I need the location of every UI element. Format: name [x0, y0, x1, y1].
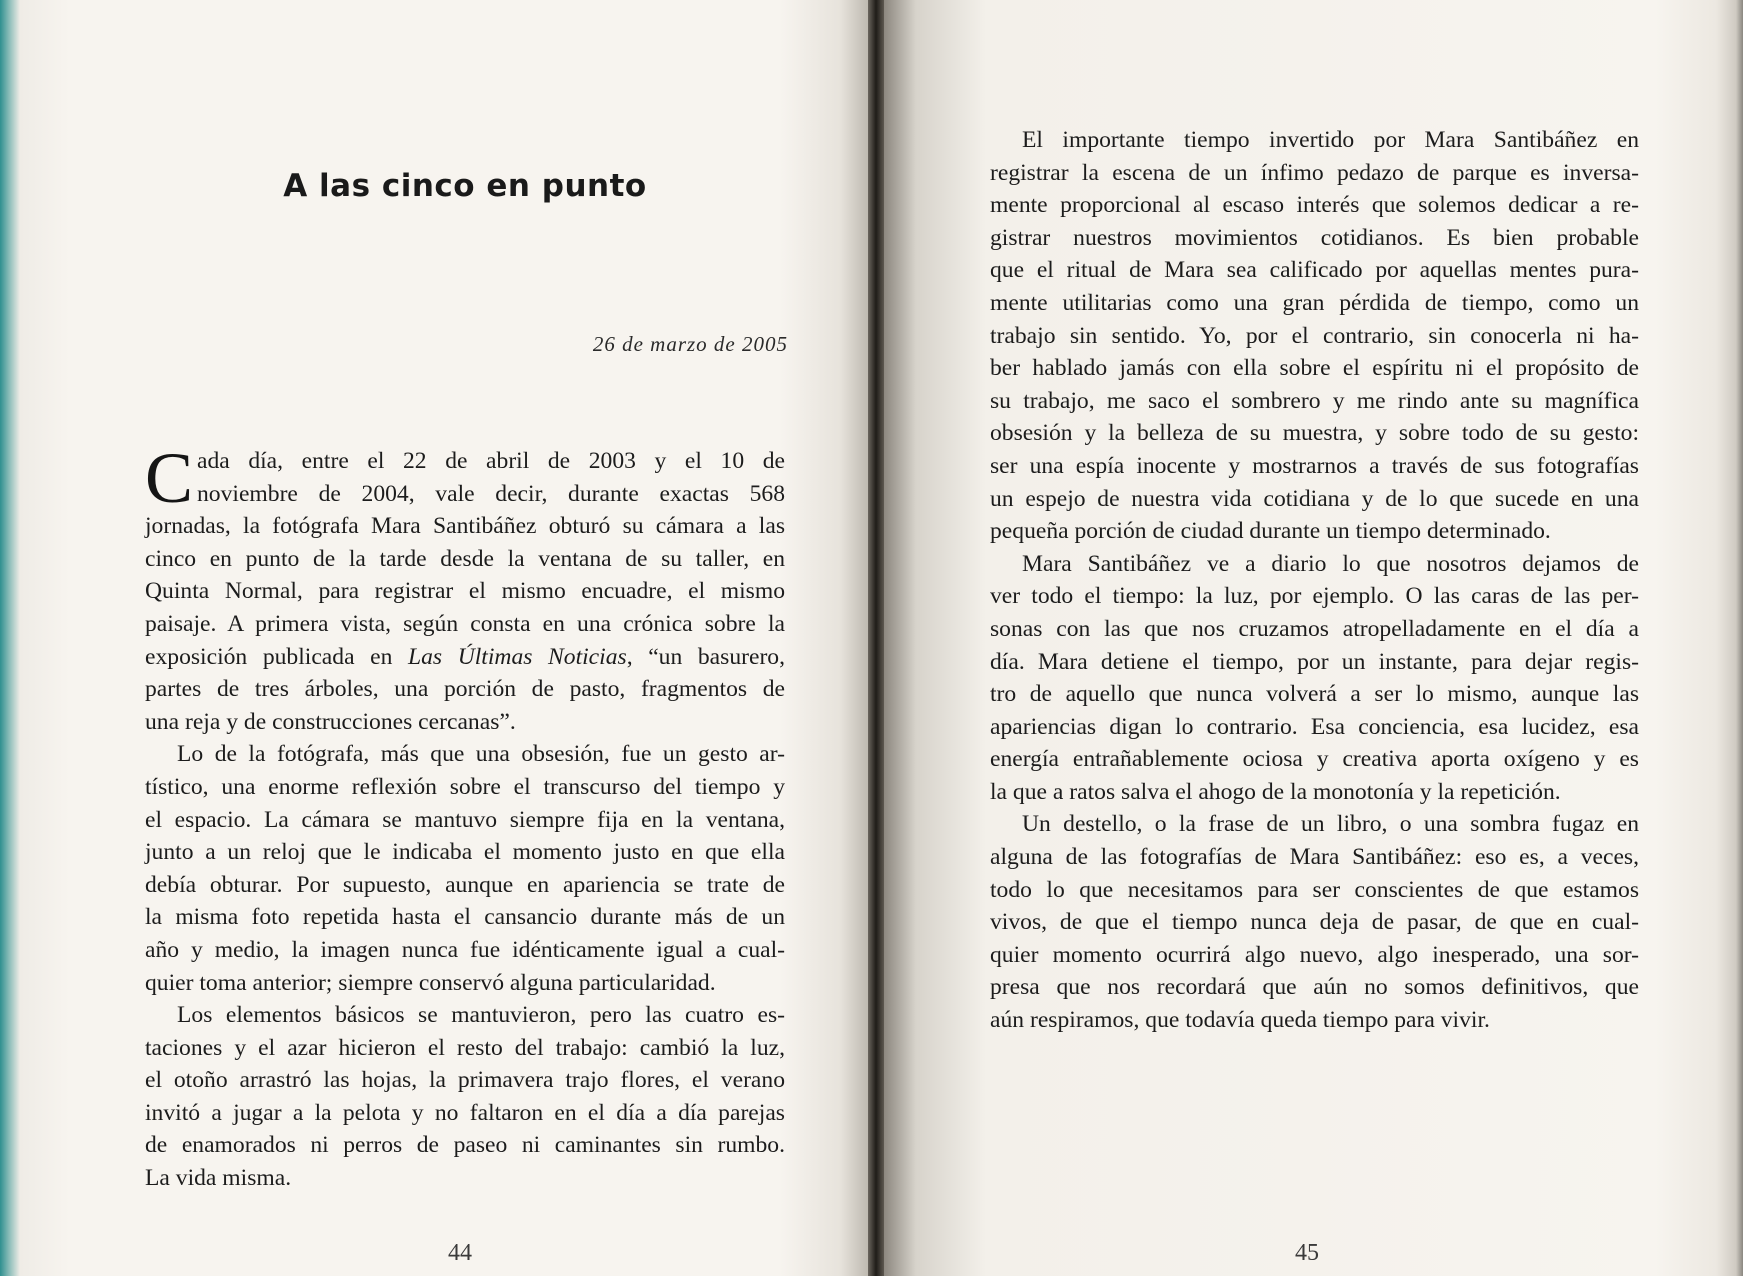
newspaper-title: Las Últimas Noticias: [408, 643, 627, 670]
text-line: todo lo que necesitamos para ser conscientes de que estamos: [990, 876, 1639, 903]
text-line: partes de tres árboles, una porción de pasto, fragmentos de: [145, 676, 785, 703]
text-line: gistrar nuestros movimientos cotidianos. Es bien probable: [990, 224, 1639, 251]
text-line: ver todo el tiempo: la luz, por ejemplo. O las caras de las per-: [990, 583, 1639, 610]
text-line: la misma foto repetida hasta el cansancio durante más de un: [145, 904, 785, 931]
text-line: Mara Santibáñez ve a diario lo que nosotros dejamos de: [1022, 550, 1639, 577]
text-line: un espejo de nuestra vida cotidiana y de lo que sucede en una: [990, 485, 1639, 512]
text-line: vivos, de que el tiempo nunca deja de pasar, de que en cual-: [990, 909, 1639, 936]
chapter-date: 26 de marzo de 2005: [592, 332, 788, 356]
text-line: el otoño arrastró las hojas, la primavera trajo flores, el verano: [145, 1067, 785, 1094]
text-line: una reja y de construcciones cercanas”.: [145, 708, 516, 735]
text-line: de enamorados ni perros de paseo ni caminantes sin rumbo.: [145, 1132, 785, 1159]
text-line: sonas con las que nos cruzamos atropelladamente en el día a: [990, 615, 1639, 642]
text-line: tístico, una enorme reflexión sobre el transcurso del tiempo y: [145, 773, 785, 800]
text-line: el espacio. La cámara se mantuvo siempre fija en la ventana,: [145, 806, 785, 833]
page-number-right: 45: [1295, 1240, 1319, 1266]
running-header-left: [335, 0, 595, 8]
text-line: Los elementos básicos se mantuvieron, pero las cuatro es-: [177, 1002, 785, 1029]
text-line: La vida misma.: [145, 1165, 292, 1192]
text-line: apariencias digan lo contrario. Esa conciencia, esa lucidez, esa: [990, 713, 1639, 740]
text-line: Un destello, o la frase de un libro, o una sombra fugaz en: [1022, 811, 1639, 838]
text-line: su trabajo, me saco el sombrero y me rindo ante su magnífica: [990, 387, 1639, 414]
left-body-text: [145, 438, 785, 1195]
text-line: quier toma anterior; siempre conservó alguna particularidad.: [145, 969, 716, 996]
text-line: ber hablado jamás con ella sobre el espíritu ni el propósito de: [990, 355, 1639, 382]
text-line: taciones y el azar hicieron el resto del trabajo: cambió la luz,: [145, 1034, 785, 1061]
text-line: trabajo sin sentido. Yo, por el contrario, sin conocerla ni ha-: [990, 322, 1639, 349]
drop-cap: C: [145, 438, 194, 518]
text-line: energía entrañablemente ociosa y creativa aporta oxígeno y es: [990, 746, 1639, 773]
right-body-text: [990, 124, 1639, 1037]
text-line: mente utilitarias como una gran pérdida de tiempo, como un: [990, 289, 1639, 316]
text-line: debía obturar. Por supuesto, aunque en apariencia se trate de: [145, 871, 785, 898]
text-line: alguna de las fotografías de Mara Santibáñez: eso es, a veces,: [990, 844, 1639, 871]
text-line: quier momento ocurrirá algo nuevo, algo inesperado, una sor-: [990, 941, 1639, 968]
text-line: Lo de la fotógrafa, más que una obsesión, fue un gesto ar-: [177, 741, 785, 768]
text-line: El importante tiempo invertido por Mara Santibáñez en: [1022, 127, 1639, 153]
text-line: mente proporcional al escaso interés que solemos dedicar a re-: [990, 192, 1639, 219]
text-line: presa que nos recordará que aún no somos definitivos, que: [990, 974, 1639, 1001]
text-line: pequeña porción de ciudad durante un tiempo determinado.: [990, 518, 1551, 545]
text-line: junto a un reloj que le indicaba el momento justo en que ella: [145, 839, 785, 866]
text-line: cinco en punto de la tarde desde la ventana de su taller, en: [145, 545, 785, 572]
text-line: aún respiramos, que todavía queda tiempo para vivir.: [990, 1007, 1490, 1034]
text-line: la que a ratos salva el ahogo de la monotonía y la repetición.: [990, 778, 1561, 805]
text-line: obsesión y la belleza de su muestra, y sobre todo de su gesto:: [990, 420, 1639, 447]
text-line: año y medio, la imagen nunca fue idénticamente igual a cual-: [145, 936, 785, 963]
text-line: ser una espía inocente y mostrarnos a través de sus fotografías: [990, 452, 1639, 479]
text-line: noviembre de 2004, vale decir, durante exactas 568: [197, 480, 785, 507]
text-line: día. Mara detiene el tiempo, por un instante, para dejar regis-: [990, 648, 1639, 675]
text-line: jornadas, la fotógrafa Mara Santibáñez obturó su cámara a las: [145, 513, 785, 540]
book-gutter: [868, 0, 884, 1276]
text-line: paisaje. A primera vista, según consta en una crónica sobre la: [145, 610, 785, 637]
text-line: registrar la escena de un ínfimo pedazo de parque es inversa-: [990, 159, 1639, 186]
text-line: invitó a jugar a la pelota y no faltaron en el día a día parejas: [145, 1099, 785, 1126]
text-line: tro de aquello que nunca volverá a ser lo mismo, aunque las: [990, 681, 1639, 708]
text-line: que el ritual de Mara sea calificado por aquellas mentes pura-: [990, 257, 1639, 284]
text-line: Quinta Normal, para registrar el mismo encuadre, el mismo: [145, 578, 785, 605]
text-line: ada día, entre el 22 de abril de 2003 y el 10 de: [197, 448, 785, 474]
text-line: exposición publicada en Las Últimas Noticias, “un basurero,: [145, 643, 785, 670]
chapter-title: A las cinco en punto: [283, 168, 647, 204]
page-number-left: 44: [448, 1240, 472, 1266]
